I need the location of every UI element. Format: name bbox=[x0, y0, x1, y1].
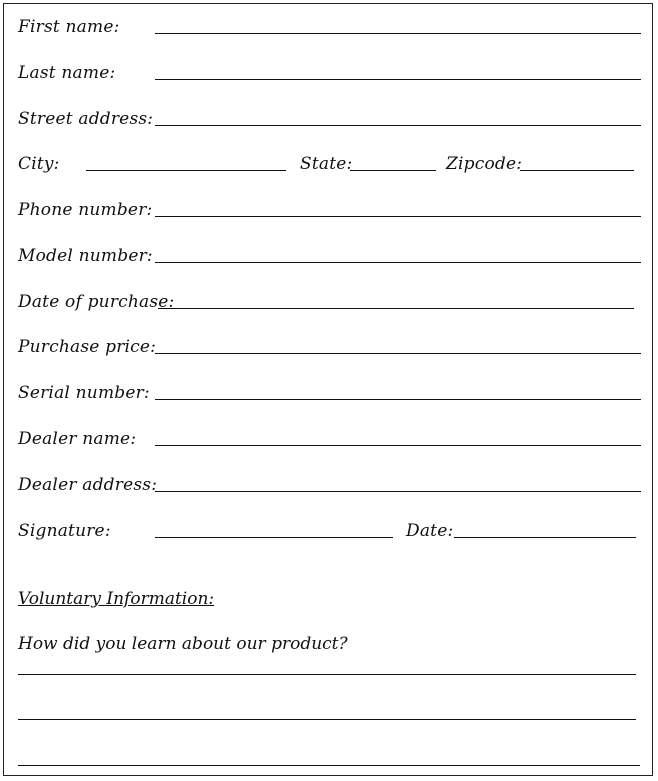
answer-line-2[interactable] bbox=[18, 719, 636, 720]
date-field[interactable] bbox=[454, 537, 636, 538]
date-label: Date: bbox=[406, 521, 454, 541]
street-address-field[interactable] bbox=[155, 125, 641, 126]
first-name-label: First name: bbox=[18, 17, 120, 37]
zipcode-field[interactable] bbox=[520, 170, 634, 171]
phone-number-field[interactable] bbox=[155, 216, 641, 217]
model-number-label: Model number: bbox=[18, 246, 153, 266]
serial-number-label: Serial number: bbox=[18, 383, 150, 403]
last-name-field[interactable] bbox=[155, 79, 641, 80]
dealer-name-field[interactable] bbox=[155, 445, 641, 446]
date-of-purchase-label: Date of purchase: bbox=[18, 292, 175, 312]
serial-number-field[interactable] bbox=[155, 399, 641, 400]
street-address-label: Street address: bbox=[18, 109, 154, 129]
zipcode-label: Zipcode: bbox=[446, 154, 523, 174]
phone-number-label: Phone number: bbox=[18, 200, 153, 220]
date-of-purchase-field[interactable] bbox=[158, 308, 634, 309]
answer-line-1[interactable] bbox=[18, 674, 636, 675]
state-field[interactable] bbox=[350, 170, 436, 171]
model-number-field[interactable] bbox=[155, 262, 641, 263]
answer-line-3[interactable] bbox=[18, 765, 640, 766]
dealer-address-field[interactable] bbox=[155, 491, 641, 492]
last-name-label: Last name: bbox=[18, 63, 116, 83]
state-label: State: bbox=[300, 154, 353, 174]
voluntary-information-heading: Voluntary Information: bbox=[18, 589, 215, 609]
dealer-name-label: Dealer name: bbox=[18, 429, 137, 449]
dealer-address-label: Dealer address: bbox=[18, 475, 158, 495]
signature-field[interactable] bbox=[155, 537, 393, 538]
city-label: City: bbox=[18, 154, 60, 174]
purchase-price-label: Purchase price: bbox=[18, 337, 157, 357]
purchase-price-field[interactable] bbox=[155, 353, 641, 354]
first-name-field[interactable] bbox=[155, 33, 641, 34]
learn-about-product-question: How did you learn about our product? bbox=[18, 634, 348, 654]
city-field[interactable] bbox=[86, 170, 286, 171]
signature-label: Signature: bbox=[18, 521, 111, 541]
